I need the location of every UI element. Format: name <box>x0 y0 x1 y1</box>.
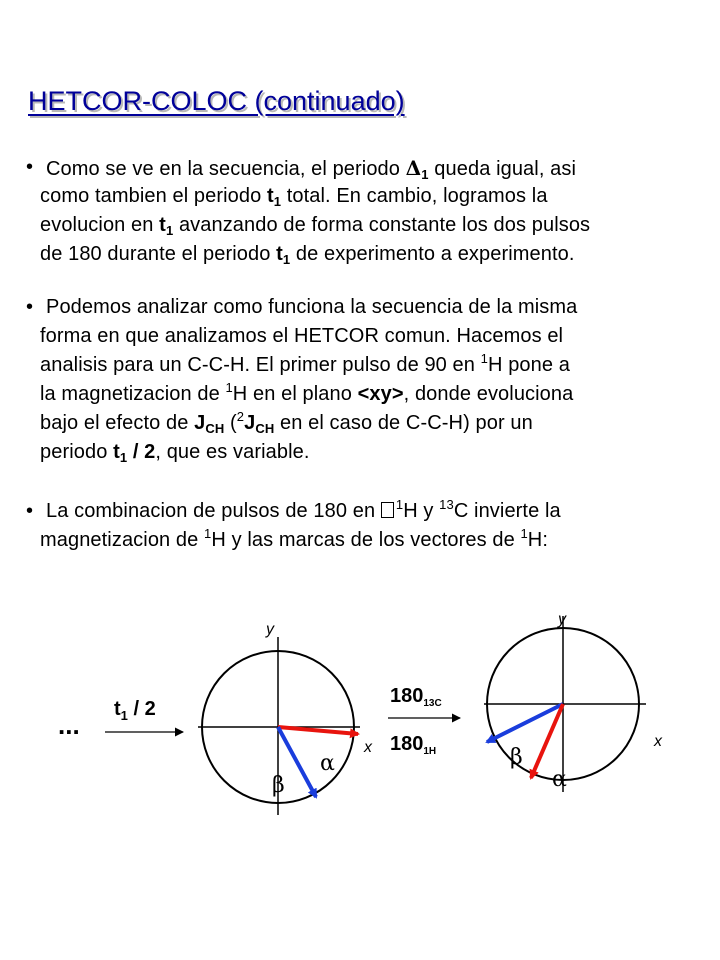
text-run: H pone a <box>488 354 570 376</box>
subscript: 1 <box>165 223 174 238</box>
text-run: analisis para un C-C-H. El primer pulso de 90 en <box>40 354 481 376</box>
text-run: queda igual, asi <box>428 158 577 180</box>
text-run: Como se ve en la secuencia, el periodo <box>46 158 406 180</box>
subscript: CH <box>255 421 275 436</box>
text-run: de 180 durante el periodo <box>40 243 277 265</box>
text-run: de experimento a experimento. <box>290 243 575 265</box>
superscript: 1 <box>395 497 404 512</box>
text-run: ( <box>224 412 237 434</box>
text-run: La combinacion de pulsos de 180 en <box>46 500 381 522</box>
pulse-c-main: 180 <box>390 685 424 707</box>
bullet-marker: • <box>26 156 34 178</box>
text-run: H y <box>403 500 440 522</box>
superscript: 13 <box>439 497 454 512</box>
right-x-label: x <box>654 733 662 750</box>
bold-run: J <box>194 412 206 434</box>
bullet-2-line <box>46 296 577 319</box>
text-run: en el caso de C-C-H) por un <box>274 412 533 434</box>
bullet-1-line <box>40 185 548 208</box>
text-run: , que es variable. <box>155 441 310 463</box>
right-alpha-label: α <box>552 767 567 792</box>
superscript: 1 <box>480 351 488 366</box>
delta-symbol: Δ <box>405 156 422 180</box>
pulse-c-label <box>390 685 442 709</box>
subscript: 1 <box>119 450 128 465</box>
left-alpha-label: α <box>320 751 335 776</box>
bullet-3-line <box>40 526 548 552</box>
superscript: 2 <box>236 409 245 424</box>
bold-run: <xy> <box>357 383 404 405</box>
left-beta-label: β <box>272 773 285 798</box>
text-run: H y las marcas de los vectores de <box>211 529 521 551</box>
vector-diagram <box>0 590 720 850</box>
bold-run: t <box>113 441 120 463</box>
left-x-label: x <box>364 739 372 756</box>
ellipsis: ... <box>58 710 80 740</box>
text-run: forma en que analizamos el HETCOR comun. Hacemos el <box>40 325 564 347</box>
text-run: C invierte la <box>453 500 561 522</box>
subscript: CH <box>205 421 225 436</box>
subscript: 1 <box>282 252 291 267</box>
text-run: periodo <box>40 441 114 463</box>
right-vector-circle <box>484 611 663 792</box>
text-run: bajo el efecto de <box>40 412 195 434</box>
text-run: avanzando de forma constante los dos pulsos <box>173 214 591 236</box>
bold-run: J <box>244 412 256 434</box>
superscript: 1 <box>520 526 528 541</box>
bullet-marker: • <box>26 500 34 522</box>
pulse-h-sub: 1H <box>423 746 437 757</box>
bold-run: t <box>266 185 274 207</box>
bullet-2-line <box>40 325 563 348</box>
text-run: H: <box>527 529 548 551</box>
bold-run: t <box>159 214 166 236</box>
superscript: 1 <box>204 526 212 541</box>
text-run: H en el plano <box>232 383 358 405</box>
step-label-sub: 1 <box>120 708 128 723</box>
empty-box-glyph <box>381 502 394 518</box>
left-alpha-vector <box>278 727 358 734</box>
bullet-2-line <box>40 441 310 464</box>
superscript: 1 <box>225 380 233 395</box>
text-run: como tambien el periodo <box>40 185 267 207</box>
text-run: , donde evoluciona <box>403 383 574 405</box>
subscript: 1 <box>273 194 282 209</box>
text-run: evolucion en <box>40 214 160 236</box>
bullet-3-line <box>46 497 561 523</box>
pulse-h-label <box>390 733 436 757</box>
bullet-2-line <box>40 409 533 436</box>
right-beta-vector <box>487 704 563 742</box>
left-y-label: y <box>266 621 274 638</box>
subscript: 1 <box>421 167 429 182</box>
bold-run: / 2 <box>127 441 156 463</box>
bullet-2-line <box>40 351 570 377</box>
text-run: magnetizacion de <box>40 529 205 551</box>
step-label-main: t <box>114 698 121 720</box>
step-label-rest: / 2 <box>127 698 156 720</box>
pulse-c-sub: 13C <box>423 698 442 709</box>
bullet-1-line <box>40 243 575 266</box>
step-label <box>114 698 156 723</box>
left-vector-circle <box>198 621 373 815</box>
right-y-label: y <box>558 611 566 628</box>
text-run: la magnetizacion de <box>40 383 226 405</box>
bullet-1-line <box>40 214 590 237</box>
text-run: Podemos analizar como funciona la secuencia de la misma <box>46 296 578 318</box>
right-beta-label: β <box>510 745 523 770</box>
page-title: HETCOR-COLOC (continuado) <box>28 86 405 116</box>
pulse-h-main: 180 <box>390 733 424 755</box>
bullet-2-line <box>40 380 574 406</box>
bold-run: t <box>276 243 283 265</box>
text-run: total. En cambio, logramos la <box>281 185 548 207</box>
bullet-marker: • <box>26 296 34 318</box>
bullet-1-line <box>46 156 576 181</box>
